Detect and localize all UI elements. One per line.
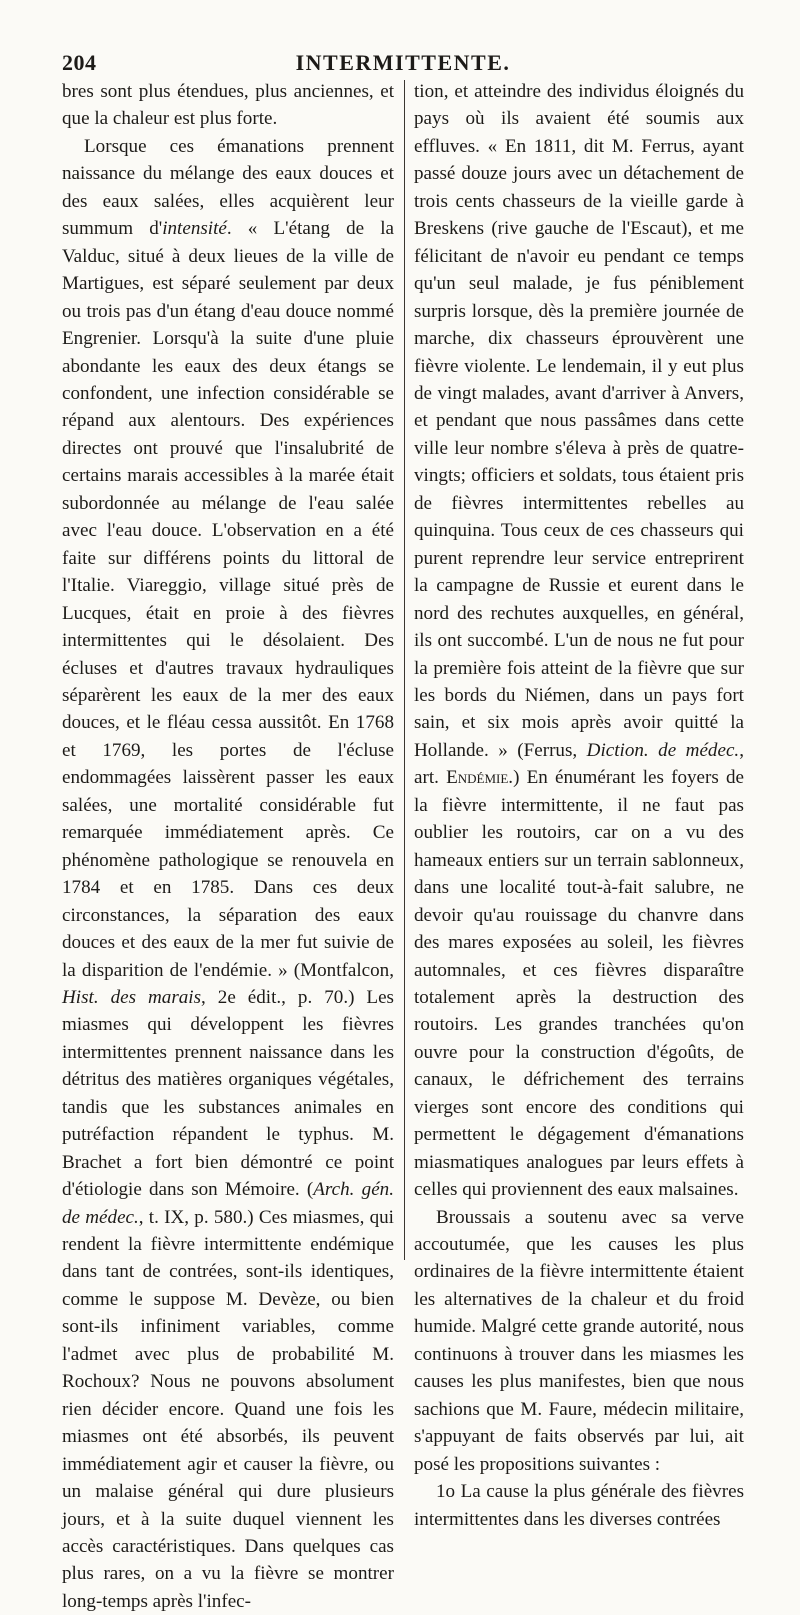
text-run: , 2e édit., p. 70.) Les miasmes qui développent les fièvres intermittentes prennent naissance dans les détritus des matières organiques végétales, tandis que les substances animales en putréfaction répandent le typhus. M. Brachet a fort bien démontré ce point d'étiologie dans son Mémoire. ( xyxy=(62,986,394,1201)
paragraph: Broussais a soutenu avec sa verve accoutumée, que les causes les plus ordinaires de la fièvre intermittente étaient les alternatives de la chaleur et du froid humide. Malgré cette grande autorité, nous continuons à trouver dans les miasmes les causes les plus manifestes, bien que nous sachions que M. Faure, médecin militaire, s'appuyant de faits observés par lui, ait posé les propositions suivantes : xyxy=(414,1206,744,1475)
citation-title: Arch. gén. de médec. xyxy=(62,1179,394,1228)
left-column xyxy=(62,78,394,1612)
text-run: .) En énumérant les foyers de la fièvre intermittente, il ne faut pas oublier les routoirs, car on a vu des hameaux entiers sur un terrain sablonneux, dans une localité tout-à-fait salubre, ne devoir qu'au rouissage du chanvre dans des mares exposées au soleil, les fièvres automnales, et ces fièvres disparaître totalement après la destruction des routoirs. Les grandes tranchées qu'on ouvre pour la construction d'égoûts, de canaux, le défrichement des terrains vierges sont encore des conditions qui permettent le dégagement d'émanations miasmatiques analogues par leurs effets à celles qui proviennent des eaux malsaines. xyxy=(414,767,744,1201)
text-run: . « L'étang de la Valduc, situé à deux lieues de la ville de Martigues, est séparé seulement par deux ou trois pas d'un étang d'eau douce nommé Engrenier. Lorsqu'à la suite d'une pluie abondante les eaux des deux étangs se confondent, une infection considérable se répand aux alentours. Des expériences directes ont prouvé que l'insalubrité de certains marais accessibles à la marée était subordonnée au mélange de l'eau salée avec l'eau douce. L'observation en a été faite sur différens points du littoral de l'Italie. Viareggio, village situé près de Lucques, était en proie à des fièvres intermittentes qui le désolaient. Des écluses et d'autres travaux hydrauliques séparèrent les eaux de la mer des eaux douces, et le fléau cessa aussitôt. En 1768 et 1769, les portes de l'écluse endommagées laissèrent passer les eaux salées, une mortalité considérable fut remarquée immédiatement après. Ce phénomène pathologique se renouvela en 1784 et en 1785. Dans ces deux circonstances, la séparation des eaux douces et des eaux de la mer fut suivie de la disparition de l'endémie. » (Montfalcon, xyxy=(62,218,394,981)
paragraph: bres sont plus étendues, plus anciennes, et que la chaleur est plus forte. xyxy=(62,81,394,130)
small-caps-term: Endémie xyxy=(446,767,509,789)
right-column xyxy=(414,78,744,1530)
citation-title: Diction. de médec. xyxy=(586,739,740,761)
paragraph: 1o La cause la plus générale des fièvres intermittentes dans les diverses contrées xyxy=(414,1481,744,1530)
text-run: , t. IX, p. 580.) Ces miasmes, qui rendent la fièvre intermittente endémique dans tant de contrées, sont-ils identiques, comme le suppose M. Devèze, ou bien sont-ils infiniment variables, comme l'admet avec plus de probabilité M. Rochoux? Nous ne pouvons absolument rien décider encore. Quand une fois les miasmes ont été absorbés, ils peuvent immédiatement agir et causer la fièvre, ou un malaise général qui dure plusieurs jours, et à la suite duquel viennent les accès caractéristiques. Dans quelques cas plus rares, on a vu la fièvre se montrer long-temps après l'infec- xyxy=(62,1206,394,1612)
page-number: 204 xyxy=(62,50,97,75)
citation-title: Hist. des marais xyxy=(62,986,202,1008)
paragraph xyxy=(414,78,744,1204)
text-run: Lorsque ces émanations prennent naissance du mélange des eaux douces et des eaux salées, elles acquièrent leur summum d' xyxy=(62,135,394,240)
text-run: tion, et atteindre des individus éloignés du pays où ils avaient été soumis aux effluves. « En 1811, dit M. Ferrus, ayant passé douze jours avec un détachement de trois cents chasseurs de la vieille garde à Breskens (rive gauche de l'Escaut), et me félicitant de n'avoir eu pendant ce temps qu'un seul malade, je fus péniblement surpris lorsque, dès la première journée de marche, dix chasseurs éprouvèrent une fièvre violente. Le lendemain, il y eut plus de vingt malades, avant d'arriver à Anvers, et pendant que nous passâmes dans cette ville leur nombre s'éleva à près de quatre-vingts; officiers et soldats, tous étaient pris de fièvres intermittentes rebelles au quinquina. Tous ceux de ces chasseurs qui purent reprendre leur service entreprirent la campagne de Russie et eurent dans le nord des rechutes auxquelles, en général, ils ont succombé. L'un de nous ne fut pour la première fois atteint de la fièvre que sur les bords du Niémen, dans un pays fort sain, et six mois après avoir quitté la Hollande. » (Ferrus, xyxy=(414,81,744,761)
column-divider xyxy=(404,80,405,1260)
emphasis: intensité xyxy=(162,218,227,240)
running-title: INTERMITTENTE. xyxy=(295,50,511,75)
text-run: , art. xyxy=(414,739,744,789)
paragraph xyxy=(62,133,394,1615)
